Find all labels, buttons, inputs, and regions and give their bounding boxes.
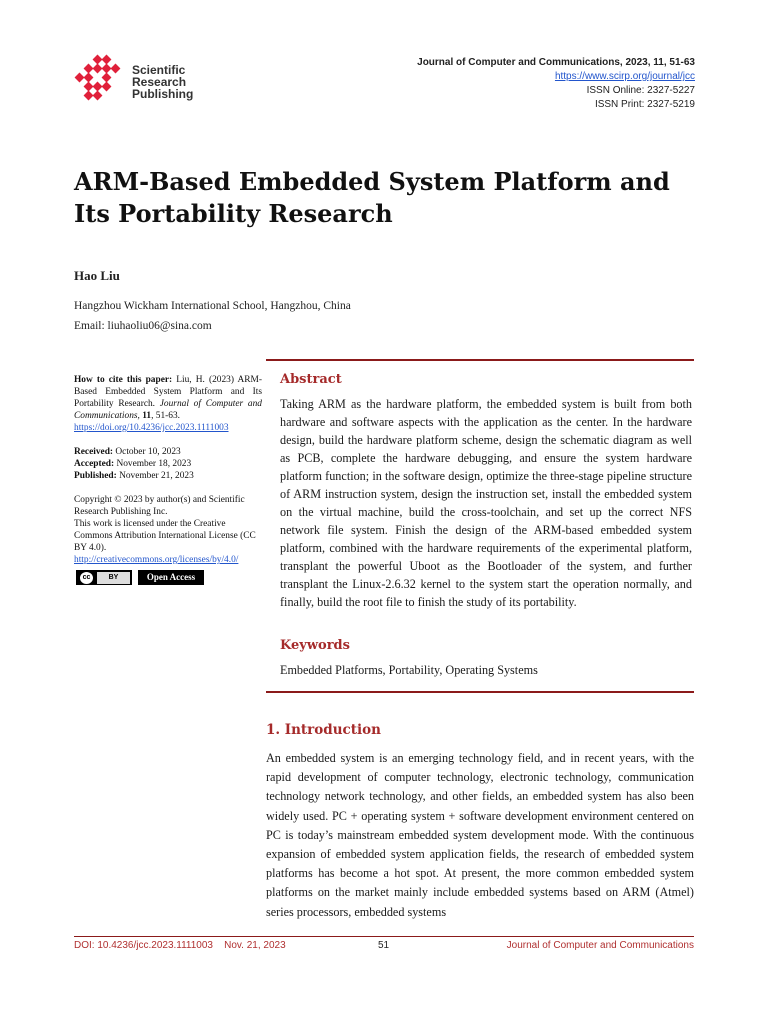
page-number: 51 bbox=[378, 940, 390, 951]
license-badges bbox=[74, 568, 262, 586]
copyright-block bbox=[74, 494, 262, 566]
cite-volume: 11 bbox=[142, 411, 152, 421]
article-info-sidebar bbox=[74, 374, 262, 586]
publisher-logo bbox=[74, 54, 204, 108]
keywords-heading: Keywords bbox=[280, 638, 350, 653]
journal-citation-line: Journal of Computer and Communications, 2023, 11, 51-63 bbox=[417, 57, 695, 68]
copyright-text: Copyright © 2023 by author(s) and Scientific Research Publishing Inc. bbox=[74, 495, 245, 517]
doi-link[interactable]: https://doi.org/10.4236/jcc.2023.1111003 bbox=[74, 423, 229, 433]
abstract-top-rule bbox=[266, 359, 694, 361]
abstract-text: Taking ARM as the hardware platform, the embedded system is built from both hardware and software aspects with the application as the center. In the hardware design, build the hardware platform scheme, design the schematic diagram as well as PCB, complete the hardware debugging, and ensure the system hardware platform function; in the software design, optimize the three-stage pipeline structure of ARM instruction system, design the instruction set, install the embedded system on the virtual machine, build the cross-toolchain, and set up the correct NFS network file system. Finish the design of the ARM-based embedded system platform, combined with the hardware requirements of the experimental platform, transplant the powerful Uboot as the Bootloader of the system, and further transplant the Linux-2.6.32 kernel to the system start the operation normally, and finally, build the root file to finish the study of its portability. bbox=[280, 397, 692, 609]
keywords-text: Embedded Platforms, Portability, Operating Systems bbox=[280, 663, 538, 677]
publisher-name: Scientific Research Publishing bbox=[132, 63, 194, 101]
paper-title: ARM-Based Embedded System Platform and Its Portability Research bbox=[74, 167, 670, 228]
cite-text: Liu, H. (2023) ARM-Based Embedded System Platform and Its Portability Research. bbox=[74, 375, 262, 409]
author-name: Hao Liu bbox=[74, 268, 120, 283]
footer-date: Nov. 21, 2023 bbox=[224, 940, 286, 951]
license-text: This work is licensed under the Creative Commons Attribution International License (CC BY 4.0). bbox=[74, 519, 256, 553]
open-access-badge: Open Access bbox=[138, 570, 204, 585]
cc-by-badge[interactable] bbox=[76, 570, 132, 585]
journal-url-link[interactable]: https://www.scirp.org/journal/jcc bbox=[554, 71, 695, 82]
published-date: November 21, 2023 bbox=[119, 471, 194, 481]
footer-doi: DOI: 10.4236/jcc.2023.1111003 bbox=[74, 940, 213, 951]
keywords-bottom-rule bbox=[266, 691, 694, 693]
cite-label: How to cite this paper: bbox=[74, 375, 173, 385]
citation-block bbox=[74, 374, 262, 434]
introduction-text: An embedded system is an emerging technology field, and in recent years, with the rapid development of computer technology, electronic technology, communication technology network technology, and other fields, an embedded system has also been widely used. PC + operating system + software development environment centered on PC is today’s mainstream embedded system development mode. With the continuous expansion of embedded system application fields, the research of embedded system platforms has become a hot spot. At present, the more common embedded system platforms on the market mainly include embedded systems based on ARM (Atmel) series processors, embedded systems bbox=[266, 751, 694, 919]
cc-icon: cc bbox=[80, 572, 93, 584]
journal-info bbox=[417, 56, 695, 112]
issn-online: ISSN Online: 2327-5227 bbox=[586, 85, 695, 96]
cite-journal: Journal of Computer and Communications, bbox=[74, 399, 262, 421]
issn-print: ISSN Print: 2327-5219 bbox=[594, 99, 695, 110]
cite-pages: , 51-63. bbox=[151, 411, 180, 421]
license-link[interactable]: http://creativecommons.org/licenses/by/4.0/ bbox=[74, 555, 239, 565]
publisher-logo-icon bbox=[74, 54, 128, 108]
introduction-heading: 1. Introduction bbox=[266, 722, 381, 738]
footer-rule bbox=[74, 936, 694, 937]
abstract-section bbox=[280, 372, 692, 611]
received-date: October 10, 2023 bbox=[115, 447, 181, 457]
author-email: Email: liuhaoliu06@sina.com bbox=[74, 320, 212, 332]
accepted-date: November 18, 2023 bbox=[116, 459, 192, 469]
author-affiliation: Hangzhou Wickham International School, Hangzhou, China bbox=[74, 300, 351, 312]
footer-journal: Journal of Computer and Communications bbox=[506, 940, 694, 951]
by-icon: BY bbox=[97, 572, 130, 584]
footer-doi-date bbox=[74, 940, 286, 951]
abstract-heading: Abstract bbox=[280, 372, 342, 387]
dates-block: Received: October 10, 2023 Accepted: November 18, 2023 Published: November 21, 2023 bbox=[74, 447, 194, 481]
keywords-section bbox=[280, 638, 692, 679]
